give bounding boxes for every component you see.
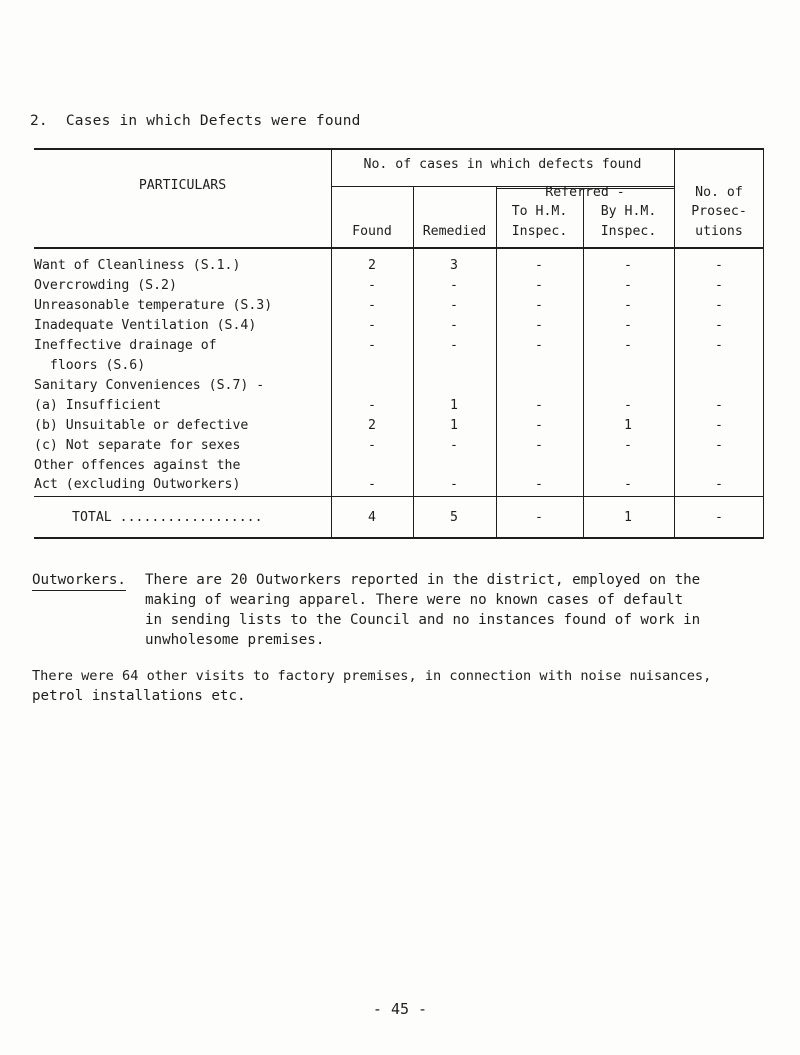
cell-remedied: -	[450, 278, 458, 293]
cell-remedied: -	[450, 338, 458, 353]
cell-by-hm: 1	[624, 418, 632, 433]
row-label-cont: (a) Insufficient	[34, 398, 162, 413]
header-to-hm-1: To H.M.	[511, 204, 568, 219]
cell-to-hm: -	[535, 338, 543, 353]
outworkers-line-1: There are 20 Outworkers reported in the district, employed on the	[145, 572, 701, 588]
total-label: TOTAL ..................	[72, 510, 263, 525]
cell-to-hm: -	[535, 298, 543, 313]
cell-to-hm: -	[535, 477, 543, 492]
cell-by-hm: -	[624, 438, 632, 453]
total-top-rule	[34, 496, 764, 497]
header-by-hm-1: By H.M.	[600, 204, 657, 219]
header-by-hm-2: Inspec.	[600, 224, 657, 239]
cell-remedied: 1	[450, 398, 458, 413]
cell-remedied: 3	[450, 258, 458, 273]
cell-prosec: -	[715, 298, 723, 313]
cell-found: -	[368, 477, 376, 492]
table-bottom-rule	[34, 537, 764, 539]
cell-by-hm: -	[624, 258, 632, 273]
cell-to-hm: -	[535, 318, 543, 333]
row-label-cont: floors (S.6)	[34, 358, 146, 373]
section-heading	[30, 113, 361, 129]
cell-remedied: 1	[450, 418, 458, 433]
header-to-hm-2: Inspec.	[511, 224, 568, 239]
col-rule-1	[331, 148, 332, 538]
total-by-hm: 1	[624, 510, 632, 525]
header-found: Found	[352, 224, 392, 239]
cell-prosec: -	[715, 278, 723, 293]
row-label: (c) Not separate for sexes	[34, 438, 241, 453]
row-label: Sanitary Conveniences (S.7) -	[34, 378, 265, 393]
visits-line-1: There were 64 other visits to factory premises, in connection with noise nuisances,	[32, 668, 712, 684]
total-found: 4	[368, 510, 376, 525]
header-bottom-rule	[34, 247, 764, 249]
row-label: Overcrowding (S.2)	[34, 278, 177, 293]
cell-remedied: -	[450, 477, 458, 492]
cell-prosec: -	[715, 418, 723, 433]
header-prosec-3: utions	[695, 224, 743, 239]
outworkers-line-3: in sending lists to the Council and no instances found of work in	[145, 612, 701, 628]
cell-by-hm: -	[624, 298, 632, 313]
cell-by-hm: -	[624, 398, 632, 413]
defects-table	[34, 148, 764, 538]
cell-to-hm: -	[535, 258, 543, 273]
cell-prosec: -	[715, 258, 723, 273]
row-label: Other offences against the	[34, 458, 241, 473]
section-title: Cases in which Defects were found	[65, 113, 361, 129]
cell-prosec: -	[715, 438, 723, 453]
total-prosec: -	[715, 510, 723, 525]
table-top-rule	[34, 148, 764, 150]
cell-found: -	[368, 438, 376, 453]
cell-by-hm: -	[624, 338, 632, 353]
cell-found: 2	[368, 418, 376, 433]
cell-found: -	[368, 398, 376, 413]
header-prosec-1: No. of	[695, 185, 743, 200]
cell-prosec: -	[715, 477, 723, 492]
cell-to-hm: -	[535, 398, 543, 413]
cell-by-hm: -	[624, 477, 632, 492]
visits-line-2: petrol installations etc.	[32, 688, 246, 704]
total-to-hm: -	[535, 510, 543, 525]
header-prosec-2: Prosec-	[691, 204, 747, 219]
row-label: (b) Unsuitable or defective	[34, 418, 249, 433]
header-group: No. of cases in which defects found	[363, 157, 642, 172]
cell-found: -	[368, 338, 376, 353]
row-label: Ineffective drainage of	[34, 338, 217, 353]
cell-found: -	[368, 318, 376, 333]
cell-by-hm: -	[624, 278, 632, 293]
row-label-cont: Act (excluding Outworkers)	[34, 477, 241, 492]
cell-to-hm: -	[535, 418, 543, 433]
page-number: - 45 -	[372, 1000, 428, 1018]
outworkers-heading: Outworkers.	[32, 570, 126, 591]
cell-remedied: -	[450, 298, 458, 313]
cell-prosec: -	[715, 318, 723, 333]
cell-by-hm: -	[624, 318, 632, 333]
row-label: Inadequate Ventilation (S.4)	[34, 318, 257, 333]
cell-to-hm: -	[535, 438, 543, 453]
cell-found: 2	[368, 258, 376, 273]
cell-found: -	[368, 298, 376, 313]
col-rule-4	[583, 188, 584, 538]
cell-prosec: -	[715, 338, 723, 353]
header-referred: Referred -	[545, 185, 625, 200]
total-remedied: 5	[450, 510, 458, 525]
cell-prosec: -	[715, 398, 723, 413]
row-label: Unreasonable temperature (S.3)	[34, 298, 273, 313]
outworkers-line-2: making of wearing apparel. There were no known cases of default	[145, 592, 684, 608]
cell-found: -	[368, 278, 376, 293]
outworkers-line-4: unwholesome premises.	[145, 632, 325, 648]
cell-to-hm: -	[535, 278, 543, 293]
cell-remedied: -	[450, 318, 458, 333]
header-particulars: PARTICULARS	[138, 178, 227, 193]
cell-remedied: -	[450, 438, 458, 453]
header-remedied: Remedied	[422, 224, 487, 239]
row-label: Want of Cleanliness (S.1.)	[34, 258, 241, 273]
section-number: 2.	[30, 113, 48, 129]
